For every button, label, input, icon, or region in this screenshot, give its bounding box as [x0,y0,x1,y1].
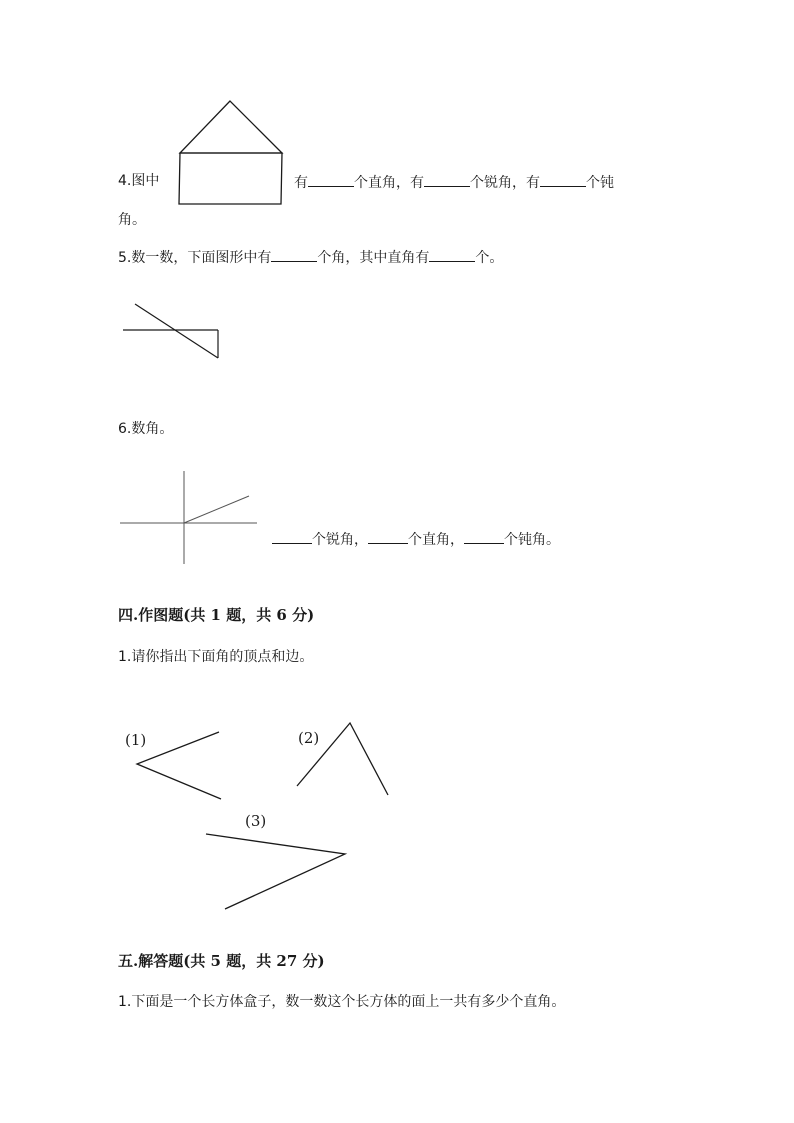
angle-label-1: (1) [125,731,147,749]
angle-label-3: (3) [245,812,267,830]
angle-label-2: (2) [298,729,320,747]
q4-blank-2[interactable] [424,172,470,187]
q6-blank-3[interactable] [464,529,504,544]
q4-part4: 个钝 [586,175,614,191]
angle-1 [130,725,230,805]
q6-part1: 个锐角， [312,532,368,548]
section-5-q1: 1.下面是一个长方体盒子，数一数这个长方体的面上一共有多少个直角。 [118,994,566,1010]
q4-part3: 个锐角，有 [470,175,540,191]
section-5-heading: 五.解答题(共 5 题，共 27 分) [118,952,325,970]
q4-part2: 个直角，有 [354,175,424,191]
q4-prefix: 4.图中 [118,173,160,189]
angle-3 [200,826,355,916]
q5-part2: 个角，其中直角有 [317,250,430,266]
q4-line1 [294,172,614,192]
q6-part2: 个直角， [408,532,464,548]
q5-blank-2[interactable] [429,247,475,262]
angle-figure-q6 [118,468,263,568]
q5-text [118,247,503,267]
angle-2 [290,716,395,801]
house-figure [176,98,286,208]
angle-figure-q5 [118,298,228,368]
section-4-q1: 1.请你指出下面角的顶点和边。 [118,649,314,665]
q4-line2: 角。 [118,212,146,228]
q6-blank-1[interactable] [272,529,312,544]
q4-blank-3[interactable] [540,172,586,187]
q4-blank-1[interactable] [308,172,354,187]
q4-part1: 有 [294,175,308,191]
q6-part3: 个钝角。 [504,532,560,548]
q6-blank-2[interactable] [368,529,408,544]
section-4-heading: 四.作图题(共 1 题，共 6 分) [118,606,315,624]
q6-title: 6.数角。 [118,421,174,437]
q5-blank-1[interactable] [271,247,317,262]
q5-part3: 个。 [475,250,504,266]
q6-text [272,529,560,549]
q5-part1: 5.数一数，下面图形中有 [118,250,272,266]
